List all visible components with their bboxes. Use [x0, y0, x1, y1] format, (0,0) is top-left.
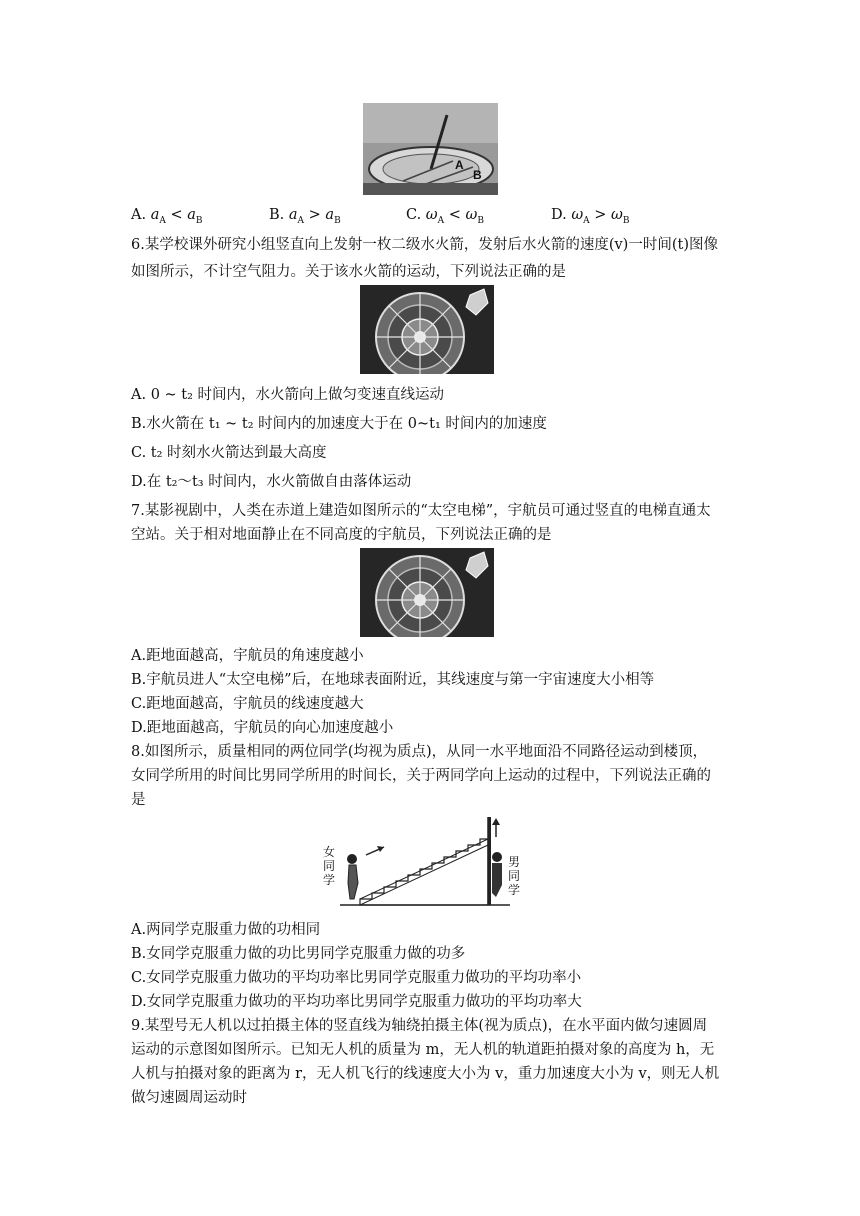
q9-stem-line-2: 运动的示意图如图所示。已知无人机的质量为 m，无人机的轨道距拍摄对象的高度为 h，无: [131, 1042, 715, 1058]
q7-stem-line-2: 空站。关于相对地面静止在不同高度的宇航员，下列说法正确的是: [131, 527, 552, 543]
q8-option-b: B.女同学克服重力做的功比男同学克服重力做的功多: [131, 946, 466, 962]
q7-option-b: B.宇航员进人“太空电梯”后，在地球表面附近，其线速度与第一宇宙速度大小相等: [131, 672, 655, 688]
point-b-label: B: [473, 168, 482, 182]
dish-figure: [363, 103, 498, 195]
q8-option-a: A.两同学克服重力做的功相同: [131, 922, 321, 938]
q7-option-a: A.距地面越高，宇航员的角速度越小: [131, 648, 364, 664]
girl-label: 女同学: [323, 845, 336, 887]
q9-stem-line-3: 人机与拍摄对象的距离为 r，无人机飞行的线速度大小为 v，重力加速度大小为 v，则无人机: [131, 1066, 720, 1082]
q7-option-d: D.距地面越高，宇航员的向心加速度越小: [131, 720, 394, 736]
q7-option-c: C.距地面越高，宇航员的线速度越大: [131, 696, 364, 712]
q7-figure: [360, 548, 494, 637]
q5-options: [131, 207, 731, 227]
q5-option-b: B. $a_A > a_B$: [269, 207, 341, 226]
q9-stem-line-4: 做匀速圆周运动时: [131, 1090, 247, 1106]
q8-option-d: D.女同学克服重力做功的平均功率比男同学克服重力做功的平均功率大: [131, 994, 582, 1010]
q6-option-a: A. 0 ~ t₂ 时间内，水火箭向上做匀变速直线运动: [131, 387, 445, 403]
q6-option-c: C. t₂ 时刻水火箭达到最大高度: [131, 445, 327, 461]
q5-option-d: D. $\omega_A > \omega_B$: [551, 207, 630, 226]
q9-stem-line-1: 9.某型号无人机以过拍摄主体的竖直线为轴绕拍摄主体(视为质点)，在水平面内做匀速圆周: [131, 1018, 708, 1034]
q7-stem-line-1: 7.某影视剧中，人类在赤道上建造如图所示的“太空电梯”，宇航员可通过竖直的电梯直通太: [131, 503, 711, 519]
q6-option-b: B.水火箭在 t₁ ~ t₂ 时间内的加速度大于在 0~t₁ 时间内的加速度: [131, 416, 547, 432]
q8-stem-line-3: 是: [131, 792, 146, 808]
q8-staircase-figure: [320, 813, 528, 913]
point-a-label: A: [455, 158, 464, 172]
q6-option-d: D.在 t₂～t₃ 时间内，水火箭做自由落体运动: [131, 474, 412, 490]
boy-label: 男同学: [508, 855, 521, 897]
q5-option-c: C. $\omega_A < \omega_B$: [406, 207, 484, 226]
q5-option-a: A. $a_A < a_B$: [131, 207, 203, 226]
q8-stem-line-2: 女同学所用的时间比男同学所用的时间长，关于两同学向上运动的过程中，下列说法正确的: [131, 768, 711, 784]
space-elevator-illustration: [360, 548, 494, 637]
space-station-illustration: [360, 285, 494, 374]
q6-stem-line-1: 6.某学校课外研究小组竖直向上发射一枚二级水火箭，发射后水火箭的速度(v)一时间(t)图像: [131, 237, 718, 253]
dish-illustration: [363, 103, 498, 195]
q6-stem-line-2: 如图所示，不计空气阻力。关于该水火箭的运动，下列说法正确的是: [131, 264, 566, 280]
q8-stem-line-1: 8.如图所示，质量相同的两位同学(均视为质点)，从同一水平地面沿不同路径运动到楼顶，: [131, 744, 708, 760]
q6-figure: [360, 285, 494, 374]
q8-option-c: C.女同学克服重力做功的平均功率比男同学克服重力做功的平均功率小: [131, 970, 582, 986]
staircase-illustration: [320, 813, 528, 913]
